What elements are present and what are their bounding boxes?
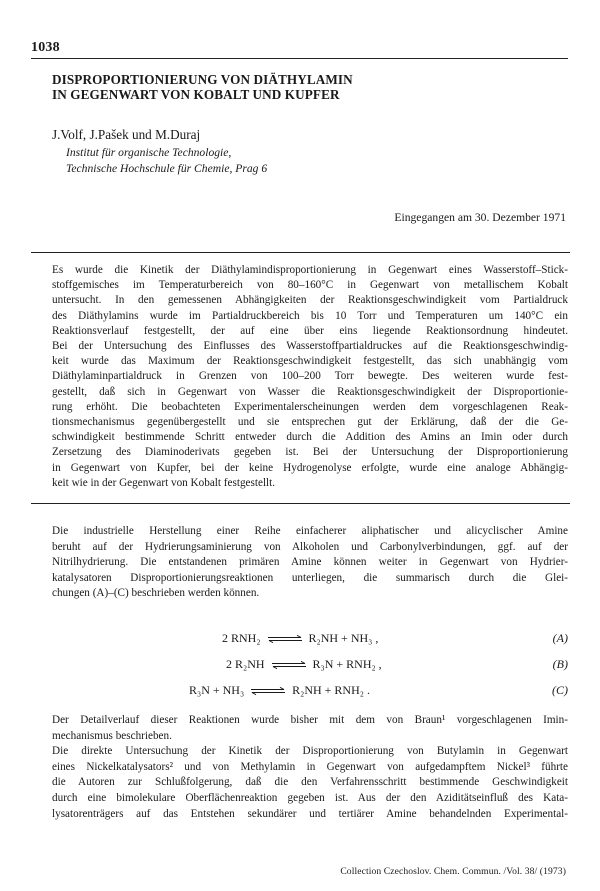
after-line: mechanismus beschrieben.: [52, 729, 172, 742]
equation-right: R₂NH + NH₃ ,: [308, 631, 379, 645]
affiliation-line: Technische Hochschule für Chemie, Prag 6: [66, 162, 268, 175]
equation-left: 2 RNH₂: [222, 631, 261, 645]
abstract-line: Reaktionsverlauf festgestellt, der auf eine über eins liegende Reaktionsordnung hindeutet.: [52, 324, 568, 337]
equation-left: 2 R₂NH: [226, 657, 265, 671]
journal-footer: Collection Czechoslov. Chem. Commun. /Vol. 38/ (1973): [340, 866, 566, 877]
abstract-line: Zersetzung des Diaminoderivats gegeben ist. Bei der Untersuchung der Disproportionierung: [52, 446, 568, 459]
abstract-line: rung erhöht. Die beobachteten Experimentalerscheinungen werden dem vorgeschlagenen Reak-: [52, 400, 568, 413]
article-title: [52, 72, 552, 102]
title-line: DISPROPORTIONIERUNG VON DIÄTHYLAMIN: [52, 72, 353, 87]
equation-label: (B): [552, 657, 568, 671]
equation-label: (C): [552, 683, 568, 697]
abstract-line: schwindigkeit bestimmende Schritt entweder durch die Addition des Amins an Imin oder durch: [52, 431, 568, 444]
abstract-line: des Diäthylamins wurde im Partialdruckbereich bis 10 Torr und Temperaturen um 140°C ein: [52, 309, 568, 322]
affiliation-line: Institut für organische Technologie,: [66, 146, 232, 159]
equation-right: R₂NH + RNH₂ .: [292, 683, 370, 697]
equation-left: R₃N + NH₃: [189, 683, 245, 697]
authors: J.Volf, J.Pašek und M.Duraj: [52, 127, 201, 142]
abstract-line: in Gegenwart von Kupfer, bei der keine Hydrogenolyse erfolgte, wurde eine analoge Abhängig-: [52, 461, 568, 474]
title-line: IN GEGENWART VON KOBALT UND KUPFER: [52, 87, 340, 102]
abstract-line: Es wurde die Kinetik der Diäthylamindisproportionierung in Gegenwart eines Wasserstoff–Stick-: [52, 264, 568, 276]
equation: [222, 630, 378, 646]
header-rule: [31, 58, 568, 59]
equation-label: (A): [552, 631, 568, 645]
after-line: eines Nickelkatalysators² und von Methylamin in Gegenwart von aufgedampftem Nickel³ führte: [52, 760, 568, 773]
equation-right: R₃N + RNH₂ ,: [312, 657, 382, 671]
equilibrium-arrow-icon: [250, 687, 286, 695]
received-date: Eingegangen am 30. Dezember 1971: [394, 211, 566, 224]
affiliation: [66, 145, 267, 177]
abstract-line: stoffgemisches im Temperaturbereich von 80–160°C in Gegenwart von metallischem Kobalt: [52, 279, 568, 292]
equilibrium-arrow-icon: [267, 635, 303, 643]
intro-line: Die industrielle Herstellung einer Reihe einfacherer aliphatischer und alicyclischer Amine: [52, 525, 568, 537]
intro-line: beruht auf der Hydrierungsaminierung von Alkoholen und Carbonylverbindungen, ggf. auf der: [52, 540, 568, 553]
abstract-line: keit wie in der Gegenwart von Kobalt festgestellt.: [52, 476, 276, 489]
after-line: Die direkte Untersuchung der Kinetik der Disproportionierung von Butylamin in Gegenwart: [52, 745, 568, 758]
page-number: 1038: [31, 40, 60, 55]
intro-line: Nitrilhydrierung. Die entstandenen primären Amine können weiter in Gegenwart von Hydrier-: [52, 556, 568, 568]
equation: [226, 656, 382, 672]
after-line: lysatorenträgers auf das Entstehen sekundärer und tertiärer Amine behandelnden Experimental-: [52, 807, 568, 820]
after-line: Der Detailverlauf dieser Reaktionen wurde bisher mit dem von Braun¹ vorgeschlagenen Imin-: [52, 714, 568, 726]
abstract-line: Bei der Untersuchung des Einflusses des Wasserstoffpartialdruckes auf die Reaktionsgeschwindig-: [52, 340, 568, 352]
abstract-line: Diäthylaminpartialdruck in Grenzen von 100–200 Torr bewegte. Des weiteren wurde fest-: [52, 370, 568, 383]
equilibrium-arrow-icon: [271, 661, 307, 669]
after-line: durch eine bimolekulare Oberflächenreaktion gegeben ist. Aus der den Aziditätseinfluß des Kata-: [52, 792, 568, 804]
abstract-line: untersucht. In den gemessenen Abhängigkeiten der Reaktionsgeschwindigkeit vom Partialdruck: [52, 294, 568, 307]
after-line: die Autoren zur Schlußfolgerung, daß die den Verfahrensschritt bestimmende Geschwindigkeit: [52, 776, 568, 789]
abstract-line: keit wurde das Maximum der Reaktionsgeschwindigkeit festgestellt, das sich unabhängig vom: [52, 355, 568, 368]
intro-line: katalysatoren Disproportionierungsreaktionen unterliegen, die summarisch durch die Glei-: [52, 571, 568, 584]
abstract-line: gestellt, daß sich in Gegenwart von Wasser die Reaktionsgeschwindigkeit der Disproportionie-: [52, 385, 568, 398]
equation: [189, 682, 370, 698]
intro-line: chungen (A)–(C) beschrieben werden können.: [52, 587, 260, 599]
abstract-line: tionsmechanismus gegenübergestellt und sie entsprechen gut der Erklärung, daß der die Ge-: [52, 416, 568, 428]
